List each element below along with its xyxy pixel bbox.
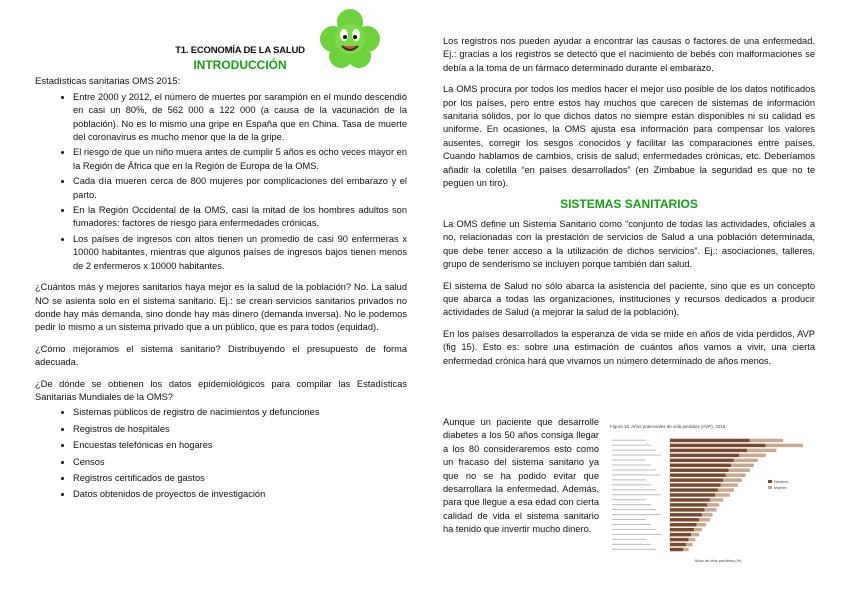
- bar-mujeres-9: [721, 483, 738, 486]
- bar-mujeres-15: [702, 513, 713, 516]
- category-label-line: [612, 465, 651, 466]
- figure-side-text: [443, 416, 599, 545]
- bar-hombres-2: [670, 449, 747, 452]
- category-label-line: [612, 460, 646, 461]
- category-label-line: [612, 489, 656, 490]
- bar-mujeres-3: [739, 454, 766, 457]
- list-item: • Sistemas públicos de registro de nacimientos y defunciones: [73, 406, 407, 419]
- bar-mujeres-13: [707, 503, 719, 506]
- legend-label-hombres: Hombres: [774, 480, 789, 484]
- list-item: • Registros certificados de gastos: [73, 472, 407, 485]
- title-block: [115, 44, 365, 73]
- paragraph: ¿De dónde se obtienen los datos epidemiológicos para compilar las Estadísticas Sanitarias Mundiales de la OMS?: [35, 378, 407, 402]
- bar-mujeres-18: [694, 528, 702, 531]
- bar-mujeres-0: [750, 439, 783, 442]
- stats-list: [35, 91, 407, 273]
- category-label-line: [612, 514, 661, 515]
- category-label-line: [612, 539, 646, 540]
- category-label-line: [612, 499, 646, 500]
- list-item: • Censos: [73, 456, 407, 469]
- bar-mujeres-1: [766, 444, 803, 447]
- category-label-line: [612, 440, 646, 441]
- category-label-line: [612, 549, 656, 550]
- bar-hombres-7: [670, 473, 726, 476]
- legend-label-mujeres: Mujeres: [774, 486, 787, 490]
- paragraph: Los registros nos pueden ayudar a encontrar las causas o factores de una enfermedad. Ej.: gracias a los registros se detectó que el nacimiento de bebés con malformaciones se debía a la toma de un fármaco determinado durante el embarazo.: [443, 36, 815, 73]
- bar-mujeres-4: [734, 459, 758, 462]
- paragraph: La OMS define un Sistema Sanitario como “conjunto de todas las actividades, oficiales a no, relacionadas con la prestación de servicios de Salud a una población determinada, que debe tener acceso a la utilización de dichos servicios”. Ej.: asociaciones, talleres, grupo de senderismo se incluyen porque también dan salud.: [443, 218, 815, 270]
- bar-hombres-22: [670, 548, 683, 551]
- figure-15: [608, 420, 808, 565]
- bar-mujeres-21: [686, 543, 693, 546]
- bar-hombres-13: [670, 503, 707, 506]
- legend-swatch-mujeres: [768, 486, 772, 489]
- category-label-line: [612, 455, 661, 456]
- page-subtitle: INTRODUCCIÓN: [193, 58, 287, 73]
- bar-hombres-20: [670, 538, 689, 541]
- category-label-line: [612, 484, 651, 485]
- paragraph: La OMS procura por todos los medios hacer el mejor uso posible de los datos notificados por los países, pero entre estos hay muchos que carecen de sistemas de información sanitaria sólidos, por lo que dichos datos no siempre están disponibles ni su calidad es uniforme. En ocasiones, la OMS ajusta esa información para compensar los valores ausentes, corregir los sesgos conocidos y facilitar las comparaciones entre países. Cuando hablamos de cambios, crisis de salud, enfermedades crónicas, etc. Deberíamos añadir la coletilla “en países desarrollados” (en Zimbabue la seguridad es que no te peguen un tiro).: [443, 84, 815, 189]
- list-item: • Cada día mueren cerca de 800 mujeres por complicaciones del embarazo y el parto.: [73, 175, 407, 202]
- bar-hombres-18: [670, 528, 694, 531]
- bar-hombres-10: [670, 488, 718, 491]
- section-title: SISTEMAS SANITARIOS: [560, 197, 698, 212]
- bar-mujeres-16: [699, 518, 710, 521]
- legend-swatch-hombres: [768, 480, 772, 483]
- bar-mujeres-11: [715, 493, 730, 496]
- bar-hombres-21: [670, 543, 686, 546]
- category-label-line: [612, 469, 656, 470]
- right-column: [443, 35, 815, 376]
- bar-hombres-11: [670, 493, 715, 496]
- category-label-line: [612, 519, 646, 520]
- paragraph: ¿Cuántos más y mejores sanitarios haya mejor es la salud de la población? No. La salud NO se asienta solo en el sistema sanitario. Ej.: se crean servicios sanitarios privados no donde hay más demanda, sino donde hay más dinero (demanda inversa). No le podemos pedir lo mismo a un sistema privado que a un público, que es para todos (equidad).: [35, 282, 407, 333]
- bar-hombres-4: [670, 459, 734, 462]
- bar-mujeres-8: [723, 478, 742, 481]
- bar-mujeres-2: [747, 449, 776, 452]
- bar-mujeres-19: [691, 533, 699, 536]
- bar-mujeres-6: [729, 468, 750, 471]
- bar-hombres-15: [670, 513, 702, 516]
- bar-hombres-14: [670, 508, 705, 511]
- bar-hombres-12: [670, 498, 710, 501]
- bar-mujeres-17: [697, 523, 706, 526]
- paragraph: El sistema de Salud no sólo abarca la asistencia del paciente, sino que es un concepto que abarca a todas las organizaciones, instituciones y recursos dedicados a producir actividades de Salud (a mejorar la salud de la población).: [443, 280, 815, 318]
- avp-bar-chart: [608, 420, 808, 565]
- bar-hombres-0: [670, 439, 750, 442]
- category-label-line: [612, 524, 651, 525]
- category-label-line: [612, 494, 661, 495]
- category-label-line: [612, 479, 646, 480]
- bar-hombres-1: [670, 444, 766, 447]
- bar-mujeres-5: [731, 464, 754, 467]
- bar-hombres-6: [670, 468, 729, 471]
- list-item: • El riesgo de que un niño muera antes de cumplir 5 años es ocho veces mayor en la Región de África que en la Región de Europa de la OMS.: [73, 146, 407, 173]
- bar-mujeres-20: [689, 538, 696, 541]
- category-label-line: [612, 529, 656, 530]
- bar-hombres-3: [670, 454, 739, 457]
- bar-hombres-8: [670, 478, 723, 481]
- category-label-line: [612, 509, 656, 510]
- category-label-line: [612, 474, 661, 475]
- list-item: • Entre 2000 y 2012, el número de muertes por sarampión en el mundo descendió en casi un 80%, de 562 000 a 122 000 (a causa de la vacunación de la población). No es lo mismo una gripe en España que en China. Tasa de muerte del coronavirus es mucho menor que la de la gripe.: [73, 91, 407, 145]
- sources-list: [35, 406, 407, 501]
- bar-mujeres-14: [705, 508, 717, 511]
- list-item: • En la Región Occidental de la OMS, casi la mitad de los hombres adultos son fumadores: factores de riesgo para enfermedades crónicas.: [73, 204, 407, 231]
- bar-hombres-5: [670, 464, 731, 467]
- bar-hombres-19: [670, 533, 691, 536]
- stats-heading: Estadísticas sanitarias OMS 2015:: [35, 76, 181, 88]
- category-label-line: [612, 450, 656, 451]
- bar-hombres-9: [670, 483, 721, 486]
- list-item: • Encuestas telefónicas en hogares: [73, 439, 407, 452]
- chart-title: Figura 15. Años potenciales de vida perdidos (AVP), 2015: [610, 424, 726, 429]
- chart-xlabel: Años de vida perdidos (%): [694, 558, 742, 563]
- paragraph: ¿Cómo mejoramos el sistema sanitario? Distribuyendo el presupuesto de forma adecuada.: [35, 343, 407, 368]
- list-item: • Datos obtenidos de proyectos de investigación: [73, 488, 407, 501]
- category-label-line: [612, 534, 661, 535]
- category-label-line: [612, 445, 651, 446]
- category-label-line: [612, 504, 651, 505]
- paragraph: Aunque un paciente que desarrolle diabetes a los 50 años consiga llegar a los 80 consideraremos esto como un fracaso del sistema sanitario ya que no se ha podido evitar que desarrollara la enfermedad. Además, para que llegue a esa edad con cierta calidad de vida el sistema sanitario ha tenido que invertir mucho dinero.: [443, 417, 599, 535]
- category-label-line: [612, 544, 651, 545]
- left-column: [35, 44, 407, 510]
- page-title: T1. ECONOMÍA DE LA SALUD: [175, 45, 305, 56]
- bar-hombres-17: [670, 523, 697, 526]
- bar-mujeres-7: [726, 473, 746, 476]
- bar-mujeres-10: [718, 488, 734, 491]
- paragraph: En los países desarrollados la esperanza de vida se mide en años de vida perdidos, AVP (fig 15). Esto es: sobre una estimación de cuántos años vamos a vivir, una cierta enfermedad crónica hará que vivamos un número determinado de años menos.: [443, 328, 815, 366]
- list-item: • Registros de hospitales: [73, 423, 407, 436]
- bar-hombres-16: [670, 518, 699, 521]
- bar-mujeres-12: [710, 498, 723, 501]
- list-item: • Los países de ingresos con altos tienen un promedio de casi 90 enfermeras x 10000 habitantes, mientras que algunos países de ingresos bajos tienen menos de 2 enfermeros x 10000 habitantes.: [73, 233, 407, 273]
- bar-mujeres-22: [683, 548, 688, 551]
